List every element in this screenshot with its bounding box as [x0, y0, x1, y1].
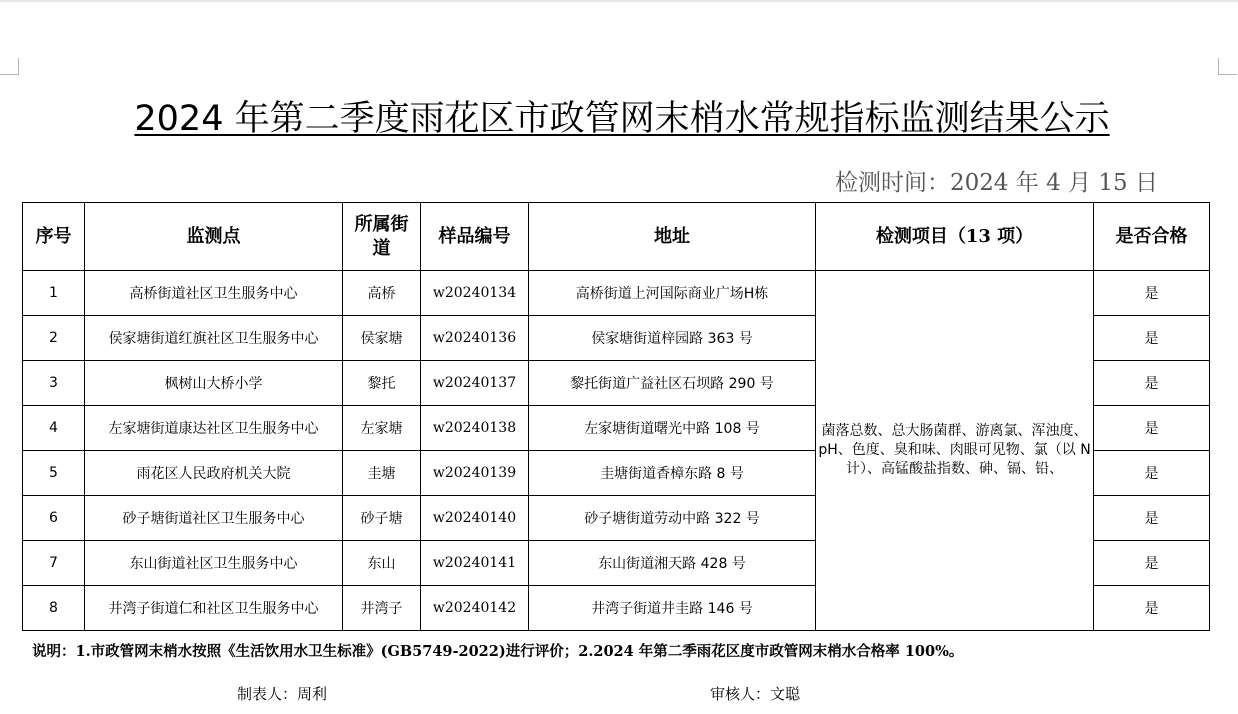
- cell-pass: 是: [1094, 541, 1210, 586]
- document-title: 2024 年第二季度雨花区市政管网末梢水常规指标监测结果公示: [134, 99, 1110, 139]
- cell-pass: 是: [1094, 271, 1210, 316]
- header-site: 监测点: [85, 203, 343, 271]
- cell-no: 8: [23, 586, 85, 631]
- cell-sample: w20240137: [421, 361, 529, 406]
- cell-street: 侯家塘: [343, 316, 421, 361]
- cell-pass: 是: [1094, 496, 1210, 541]
- cell-site: 雨花区人民政府机关大院: [85, 451, 343, 496]
- crop-mark-right: [1218, 58, 1237, 75]
- footnote: 说明：1.市政管网末梢水按照《生活饮用水卫生标准》(GB5749-2022)进行评价；2.2024 年第二季雨花区度市政管网末梢水合格率 100%。: [32, 643, 964, 660]
- cell-street: 圭塘: [343, 451, 421, 496]
- cell-street: 高桥: [343, 271, 421, 316]
- reviewed-by: 审核人：文聪: [710, 685, 801, 703]
- cell-sample: w20240139: [421, 451, 529, 496]
- table-row: [23, 271, 1210, 316]
- cell-address: 高桥街道上河国际商业广场H栋: [529, 271, 816, 316]
- cell-site: 枫树山大桥小学: [85, 361, 343, 406]
- cell-no: 4: [23, 406, 85, 451]
- cell-address: 砂子塘街道劳动中路 322 号: [529, 496, 816, 541]
- cell-pass: 是: [1094, 361, 1210, 406]
- cell-no: 2: [23, 316, 85, 361]
- cell-sample: w20240136: [421, 316, 529, 361]
- cell-no: 1: [23, 271, 85, 316]
- cell-sample: w20240138: [421, 406, 529, 451]
- cell-pass: 是: [1094, 316, 1210, 361]
- cell-address: 黎托街道广益社区石坝路 290 号: [529, 361, 816, 406]
- cell-address: 井湾子街道井圭路 146 号: [529, 586, 816, 631]
- cell-no: 7: [23, 541, 85, 586]
- cell-sample: w20240141: [421, 541, 529, 586]
- cell-no: 6: [23, 496, 85, 541]
- cell-address: 左家塘街道曙光中路 108 号: [529, 406, 816, 451]
- table-header-row: [23, 203, 1210, 271]
- cell-address: 侯家塘街道梓园路 363 号: [529, 316, 816, 361]
- header-address: 地址: [529, 203, 816, 271]
- cell-sample: w20240134: [421, 271, 529, 316]
- test-date: 检测时间：2024 年 4 月 15 日: [835, 170, 1158, 196]
- cell-street: 左家塘: [343, 406, 421, 451]
- cell-site: 左家塘街道康达社区卫生服务中心: [85, 406, 343, 451]
- cell-sample: w20240140: [421, 496, 529, 541]
- cell-no: 3: [23, 361, 85, 406]
- cell-no: 5: [23, 451, 85, 496]
- page-top-edge: [0, 0, 1238, 2]
- header-no: 序号: [23, 203, 85, 271]
- cell-site: 砂子塘街道社区卫生服务中心: [85, 496, 343, 541]
- header-pass: 是否合格: [1094, 203, 1210, 271]
- header-test-items: 检测项目（13 项）: [816, 203, 1094, 271]
- prepared-by: 制表人：周利: [237, 685, 328, 703]
- header-street: 所属街道: [343, 203, 421, 271]
- cell-pass: 是: [1094, 586, 1210, 631]
- cell-street: 井湾子: [343, 586, 421, 631]
- cell-pass: 是: [1094, 406, 1210, 451]
- header-sample: 样品编号: [421, 203, 529, 271]
- cell-street: 砂子塘: [343, 496, 421, 541]
- cell-site: 侯家塘街道红旗社区卫生服务中心: [85, 316, 343, 361]
- cell-street: 黎托: [343, 361, 421, 406]
- cell-street: 东山: [343, 541, 421, 586]
- cell-site: 东山街道社区卫生服务中心: [85, 541, 343, 586]
- cell-site: 井湾子街道仁和社区卫生服务中心: [85, 586, 343, 631]
- cell-test-items: 菌落总数、总大肠菌群、游离氯、浑浊度、pH、色度、臭和味、肉眼可见物、氯（以 N 计）、高锰酸盐指数、砷、镉、铅、: [816, 271, 1094, 631]
- cell-site: 高桥街道社区卫生服务中心: [85, 271, 343, 316]
- cell-address: 圭塘街道香樟东路 8 号: [529, 451, 816, 496]
- cell-pass: 是: [1094, 451, 1210, 496]
- crop-mark-left: [0, 58, 19, 75]
- cell-sample: w20240142: [421, 586, 529, 631]
- cell-address: 东山街道湘天路 428 号: [529, 541, 816, 586]
- results-table: [22, 202, 1210, 631]
